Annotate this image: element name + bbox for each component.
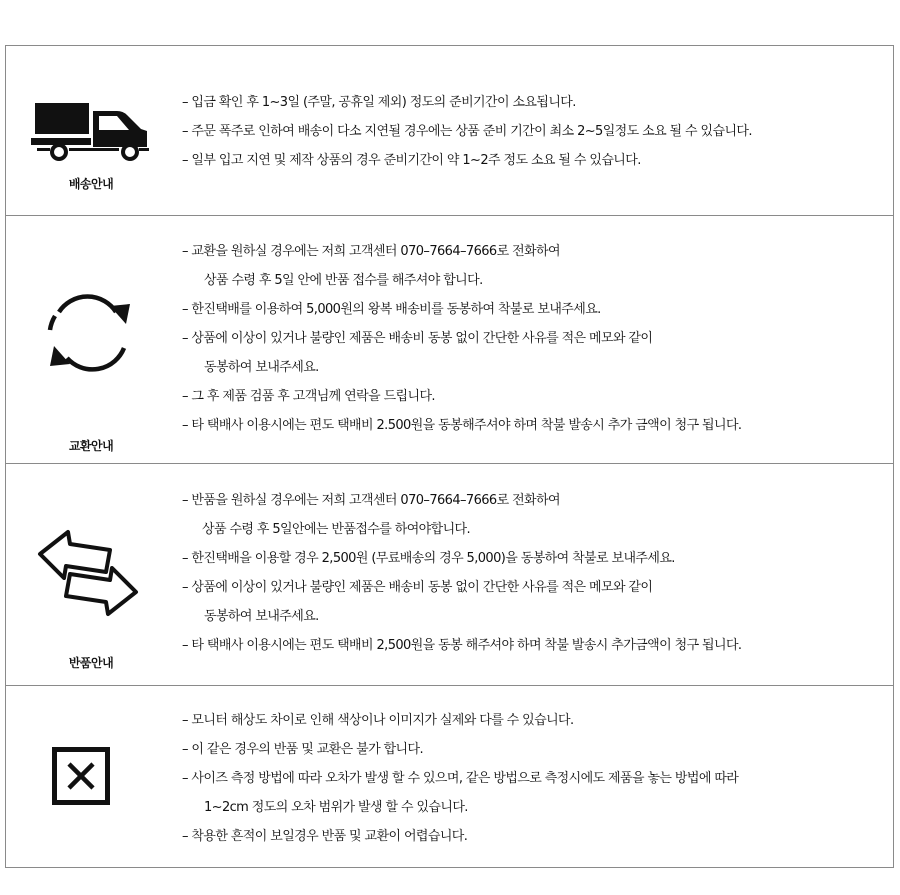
- return-info-list: [182, 486, 887, 660]
- list-item: – 타 택배사 이용시에는 편도 택배비 2,500원을 동봉 해주셔야 하며 착불 발송시 추가금액이 청구 됩니다.: [182, 638, 742, 653]
- policy-info-panel: [5, 45, 894, 868]
- exchange-info-list: [182, 237, 887, 440]
- list-item: 1~2cm 정도의 오차 범위가 발생 할 수 있습니다.: [204, 800, 468, 815]
- exchange-label: 교환안내: [68, 439, 114, 453]
- notice-section: [6, 685, 893, 867]
- return-section: [6, 463, 893, 685]
- exchange-cycle-icon: [42, 290, 138, 378]
- return-label: 반품안내: [68, 656, 114, 670]
- list-item: – 한진택배를 이용하여 5,000원의 왕복 배송비를 동봉하여 착불로 보내주세요.: [182, 302, 601, 317]
- list-item: – 상품에 이상이 있거나 불량인 제품은 배송비 동봉 없이 간단한 사유를 적은 메모와 같이: [182, 580, 653, 595]
- exchange-section: [6, 215, 893, 463]
- delivery-icon-column: [6, 46, 176, 215]
- list-item: – 타 택배사 이용시에는 편도 택배비 2.500원을 동봉해주셔야 하며 착불 발송시 추가 금액이 청구 됩니다.: [182, 418, 742, 433]
- x-box-icon: [52, 747, 110, 805]
- list-item: – 반품을 원하실 경우에는 저희 고객센터 070–7664–7666로 전화하여: [182, 493, 560, 508]
- list-item: – 사이즈 측정 방법에 따라 오차가 발생 할 수 있으며, 같은 방법으로 측정시에도 제품을 놓는 방법에 따라: [182, 771, 739, 786]
- notice-info-list: [182, 706, 887, 851]
- list-item: – 착용한 흔적이 보일경우 반품 및 교환이 어렵습니다.: [182, 829, 468, 844]
- list-item: – 이 같은 경우의 반품 및 교환은 불가 합니다.: [182, 742, 423, 757]
- list-item: – 주문 폭주로 인하여 배송이 다소 지연될 경우에는 상품 준비 기간이 최소 2~5일정도 소요 될 수 있습니다.: [182, 124, 752, 139]
- exchange-icon-column: [6, 216, 176, 463]
- delivery-label: 배송안내: [68, 177, 114, 191]
- delivery-section: [6, 46, 893, 215]
- list-item: – 모니터 해상도 차이로 인해 색상이나 이미지가 실제와 다를 수 있습니다.: [182, 713, 574, 728]
- return-arrows-icon: [34, 526, 142, 618]
- list-item: – 상품에 이상이 있거나 불량인 제품은 배송비 동봉 없이 간단한 사유를 적은 메모와 같이: [182, 331, 653, 346]
- delivery-truck-icon: [31, 101, 151, 165]
- list-item: – 일부 입고 지연 및 제작 상품의 경우 준비기간이 약 1~2주 정도 소요 될 수 있습니다.: [182, 153, 641, 168]
- list-item: – 그 후 제품 검품 후 고객님께 연락을 드립니다.: [182, 389, 435, 404]
- list-item: – 교환을 원하실 경우에는 저희 고객센터 070–7664–7666로 전화하여: [182, 244, 560, 259]
- list-item: 동봉하여 보내주세요.: [204, 360, 319, 375]
- return-icon-column: [6, 464, 176, 685]
- notice-icon-column: [6, 686, 176, 867]
- delivery-info-list: [182, 88, 887, 175]
- list-item: 상품 수령 후 5일안에는 반품접수를 하여야합니다.: [202, 522, 471, 537]
- list-item: 상품 수령 후 5일 안에 반품 접수를 해주셔야 합니다.: [204, 273, 483, 288]
- list-item: 동봉하여 보내주세요.: [204, 609, 319, 624]
- list-item: – 입금 확인 후 1~3일 (주말, 공휴일 제외) 정도의 준비기간이 소요됩니다.: [182, 95, 576, 110]
- list-item: – 한진택배을 이용할 경우 2,500원 (무료배송의 경우 5,000)을 동봉하여 착불로 보내주세요.: [182, 551, 675, 566]
